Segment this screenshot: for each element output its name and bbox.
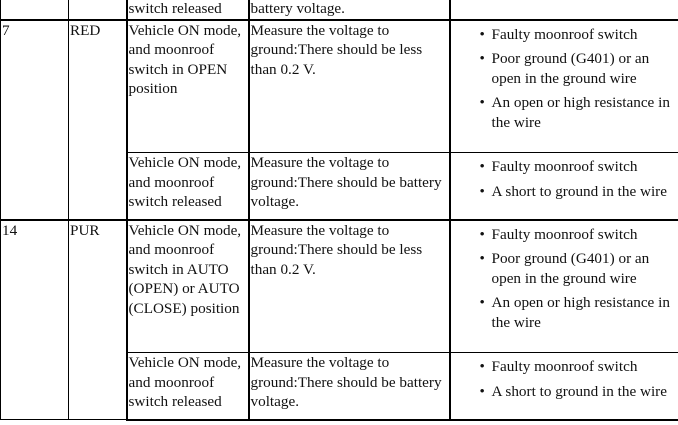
condition-cell	[127, 20, 249, 153]
bullet-icon: •	[479, 250, 485, 267]
cause-item	[452, 182, 678, 202]
pin-number: 14	[2, 221, 18, 239]
cause-text: An open or high resistance in the wire	[491, 94, 670, 131]
causes-cell	[450, 153, 678, 220]
cause-item	[452, 293, 678, 332]
causes-list	[452, 353, 678, 401]
cause-text: Faulty moonroof switch	[491, 158, 638, 175]
wire-color: PUR	[70, 221, 100, 239]
cause-text: An open or high resistance in the wire	[491, 294, 670, 331]
bullet-icon: •	[479, 182, 485, 200]
causes-cell-empty	[450, 0, 678, 20]
condition-text: Vehicle ON mode, and moonroof switch in AUTO (OPEN) or AUTO (CLOSE) position	[128, 221, 242, 317]
cause-text: Faulty moonroof switch	[491, 358, 638, 375]
pin-cell	[1, 220, 69, 420]
condition-text: Vehicle ON mode, and moonroof switch released	[128, 154, 242, 210]
bullet-icon: •	[479, 382, 485, 400]
pin-number: 7	[2, 21, 10, 39]
condition-cell	[127, 0, 249, 20]
cause-item	[452, 357, 678, 377]
table-row	[1, 220, 678, 353]
cause-item	[452, 25, 678, 45]
condition-cell	[127, 220, 249, 353]
measurement-cell	[249, 0, 450, 20]
pin-cell-empty	[1, 0, 69, 20]
cause-item	[452, 382, 678, 402]
measurement-cell	[249, 153, 450, 220]
wire-color: RED	[70, 21, 101, 39]
measurement-cell	[249, 353, 450, 420]
measurement-text: Measure the voltage to ground:There should be battery voltage.	[250, 354, 442, 410]
measurement-text: Measure the voltage to ground:There should be less than 0.2 V.	[250, 21, 423, 78]
condition-text: Vehicle ON mode, and moonroof switch in OPEN position	[128, 21, 242, 97]
cause-text: A short to ground in the wire	[491, 382, 667, 400]
measurement-text: Measure the voltage to ground:There should be less than 0.2 V.	[250, 221, 423, 278]
cause-text: Faulty moonroof switch	[491, 225, 638, 243]
condition-text: Vehicle ON mode, and moonroof switch released	[128, 354, 242, 410]
cause-item	[452, 49, 678, 88]
bullet-icon: •	[479, 158, 485, 175]
causes-list	[452, 221, 678, 333]
causes-cell	[450, 220, 678, 353]
measurement-cell	[249, 20, 450, 153]
cause-item	[452, 225, 678, 245]
causes-cell	[450, 20, 678, 153]
cause-text: A short to ground in the wire	[491, 182, 667, 200]
bullet-icon: •	[479, 50, 485, 67]
cause-text: Faulty moonroof switch	[491, 25, 638, 43]
cause-item	[452, 249, 678, 288]
causes-list	[452, 21, 678, 133]
table-row-fragment	[1, 0, 678, 20]
cause-item	[452, 157, 678, 177]
cause-text: Poor ground (G401) or an open in the ground wire	[491, 250, 650, 287]
wire-color-cell	[69, 220, 127, 420]
bullet-icon: •	[479, 94, 485, 111]
bullet-icon: •	[479, 294, 485, 311]
measurement-cell	[249, 220, 450, 353]
pin-cell	[1, 20, 69, 220]
measurement-text: Measure the voltage to ground:There should be battery voltage.	[250, 154, 442, 210]
bullet-icon: •	[479, 25, 485, 43]
measurement-text: battery voltage.	[250, 0, 345, 17]
wire-color-cell	[69, 20, 127, 220]
condition-cell	[127, 153, 249, 220]
causes-list	[452, 153, 678, 201]
bullet-icon: •	[479, 358, 485, 375]
cause-text: Poor ground (G401) or an open in the ground wire	[491, 50, 650, 87]
color-cell-empty	[69, 0, 127, 20]
bullet-icon: •	[479, 225, 485, 243]
condition-text: switch released	[128, 0, 222, 17]
causes-cell	[450, 353, 678, 420]
cause-item	[452, 93, 678, 132]
condition-cell	[127, 353, 249, 420]
table-row	[1, 20, 678, 153]
